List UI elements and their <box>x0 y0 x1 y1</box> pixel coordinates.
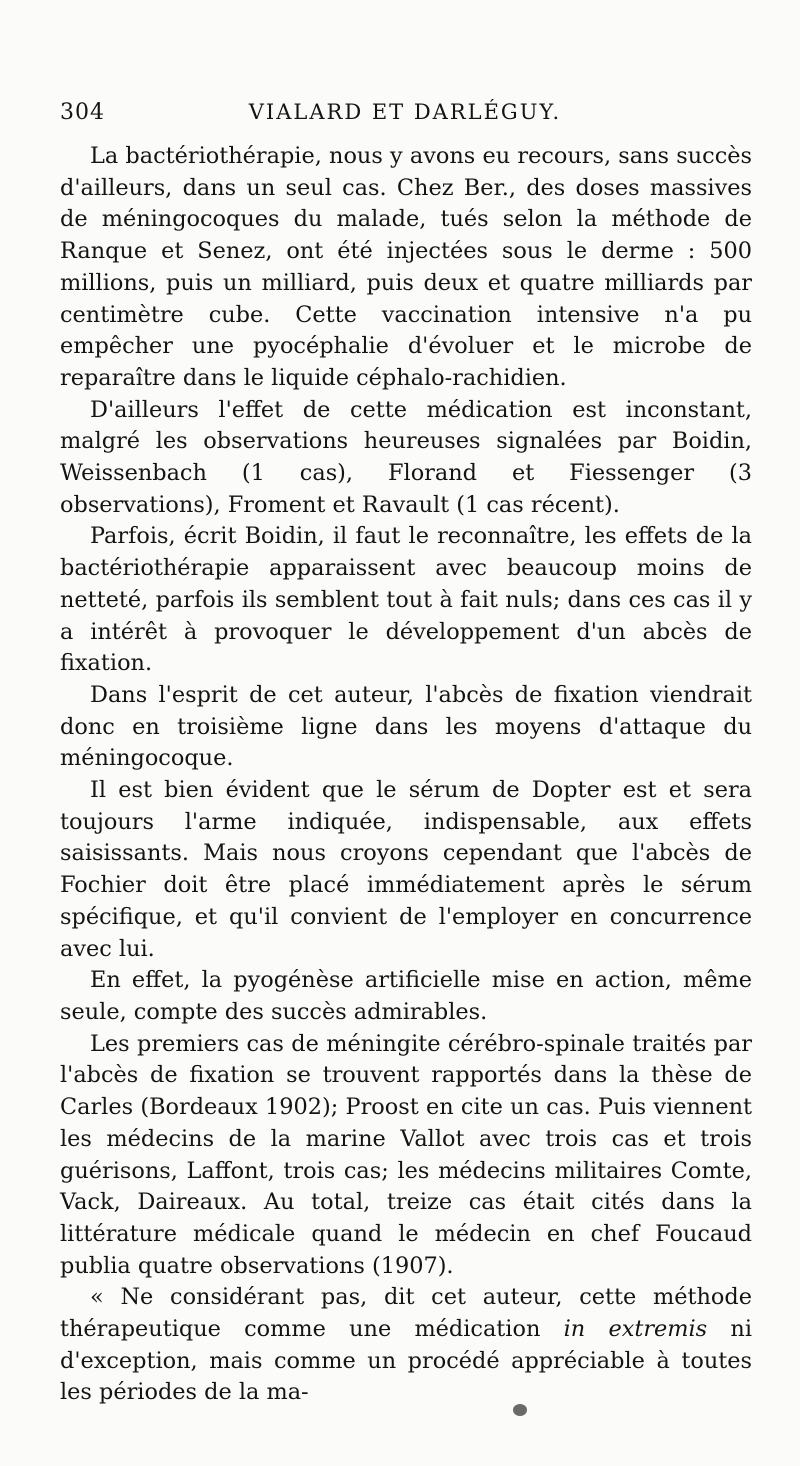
running-head: VIALARD ET DARLÉGUY. <box>248 100 562 124</box>
ink-speck <box>513 1404 527 1416</box>
quote-text-end: ni d'exception, mais comme un procédé appréciable à toutes les périodes de la ma- <box>60 1316 752 1406</box>
paragraph-pyogenesis: En effet, la pyogénèse artificielle mise en action, même seule, compte des succès admirables. <box>60 967 752 1025</box>
page-number: 304 <box>60 100 105 125</box>
paragraph-first-cases: Les premiers cas de méningite cérébro-spinale traités par l'abcès de fixation se trouvent rapportés dans la thèse de Carles (Bordeaux 1902); Proost en cite un cas. Puis viennent les médecins de la marine Vallot avec trois cas et trois guérisons, Laffont, trois cas; les médecins militaires Comte, Vack, Daireaux. Au total, treize cas était cités dans la littérature médicale quand le médecin en chef Foucaud publia quatre observations (1907). <box>60 1030 752 1279</box>
body-text <box>60 141 752 1409</box>
quote-text-start: « Ne considérant pas, dit cet auteur, cette méthode thérapeutique comme une médication <box>60 1284 752 1343</box>
paragraph-dopter-serum: Il est bien évident que le sérum de Dopter est et sera toujours l'arme indiquée, indispensable, aux effets saisissants. Mais nous croyons cependant que l'abcès de Fochier doit être placé immédiatement après le sérum spécifique, et qu'il convient de l'employer en concurrence avec lui. <box>60 777 752 962</box>
paragraph-bacteriotherapy: La bactériothérapie, nous y avons eu recours, sans succès d'ailleurs, dans un seul cas. Chez Ber., des doses massives de méningocoques du malade, tués selon la méthode de Ranque et Senez, ont été injectées sous le derme : 500 millions, puis un milliard, puis deux et quatre milliards par centimètre cube. Cette vaccination intensive n'a pu empêcher une pyocéphalie d'évoluer et le microbe de reparaître dans le liquide céphalo-rachidien. <box>60 143 752 391</box>
page-header <box>60 100 750 134</box>
paragraph-boidin-quote: Parfois, écrit Boidin, il faut le reconnaître, les effets de la bactériothérapie apparaissent avec beaucoup moins de netteté, parfois ils semblent tout à fait nuls; dans ces cas il y a intérêt à provoquer le développement d'un abcès de fixation. <box>60 523 752 677</box>
quote-emphasis: in extremis <box>563 1316 708 1343</box>
paragraph-inconstant-effect: D'ailleurs l'effet de cette médication est inconstant, malgré les observations heureuses signalées par Boidin, Weissenbach (1 cas), Florand et Fiessenger (3 observations), Froment et Ravault (1 cas récent). <box>60 396 752 518</box>
paragraph-third-line: Dans l'esprit de cet auteur, l'abcès de fixation viendrait donc en troisième ligne dans les moyens d'attaque du méningocoque. <box>60 681 752 772</box>
paragraph-foucaud-quote <box>60 1282 752 1409</box>
